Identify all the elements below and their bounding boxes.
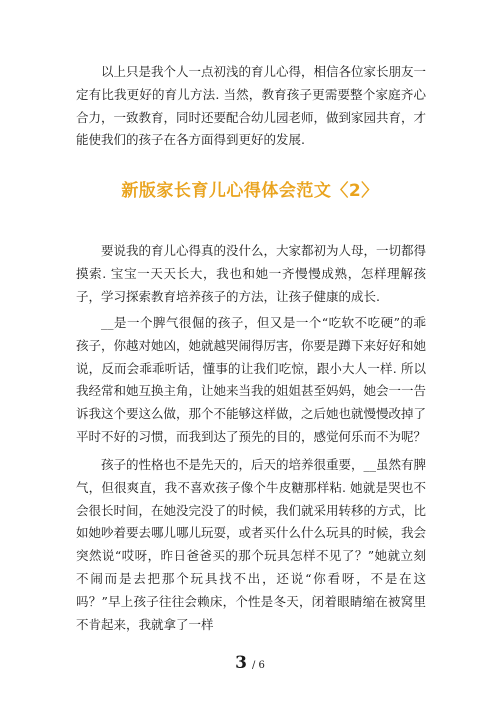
page-number — [0, 653, 500, 673]
body-paragraph-2: 要说我的育儿心得真的没什么，大家都初为人母，一切都得摸索. 宝宝一天天长大，我也和她一齐慢慢成熟，怎样理解孩子，学习探索教育培养孩子的方法，让孩子健康的成长. — [76, 243, 427, 304]
body-paragraph-1: 以上只是我个人一点初浅的育儿心得，相信各位家长朋友一定有比我更好的育儿方法. 当然，教育孩子更需要整个家庭齐心合力，一致教育，同时还要配合幼儿园老师，做到家园共育，才能使我们的孩子在各方面得到更好的发展. — [76, 64, 427, 148]
body-paragraph-3: __是一个脾气很倔的孩子，但又是一个“吃软不吃硬”的乖孩子，你越对她凶，她就越哭闹得厉害，你要是蹲下来好好和她说，反而会乖乖听话，懂事的让我们吃惊，跟小大人一样. 所以我经常和她互换主角，让她来当我的姐姐甚至妈妈，她会一一告诉我这个要这么做，那个不能够这样做，之后她也就慢慢改掉了平时不好的习惯，而我到达了预先的目的，感觉何乐而不为呢？ — [76, 315, 427, 444]
section-title: 新版家长育儿心得体会范文〈2〉 — [121, 181, 379, 201]
page-current: 3 — [235, 653, 247, 673]
body-paragraph-4: 孩子的性格也不是先天的，后天的培养很重要，__虽然有脾气，但很爽直，我不喜欢孩子像个牛皮糖那样粘. 她就是哭也不会很长时间，在她没完没了的时候，我们就采用转移的方式，比如她吵着要去哪儿哪儿玩耍，或者买什么什么玩具的时候，我会突然说“哎呀，昨日爸爸买的那个玩具怎样不见了？”她就立刻不闹而是去把那个玩具找不出，还说“你看呀，不是在这吗？”早上孩子往往会赖床，个性是冬天，闭着眼睛缩在被窝里不肯起来，我就拿了一样 — [76, 457, 427, 632]
page-total: / 6 — [252, 660, 265, 671]
